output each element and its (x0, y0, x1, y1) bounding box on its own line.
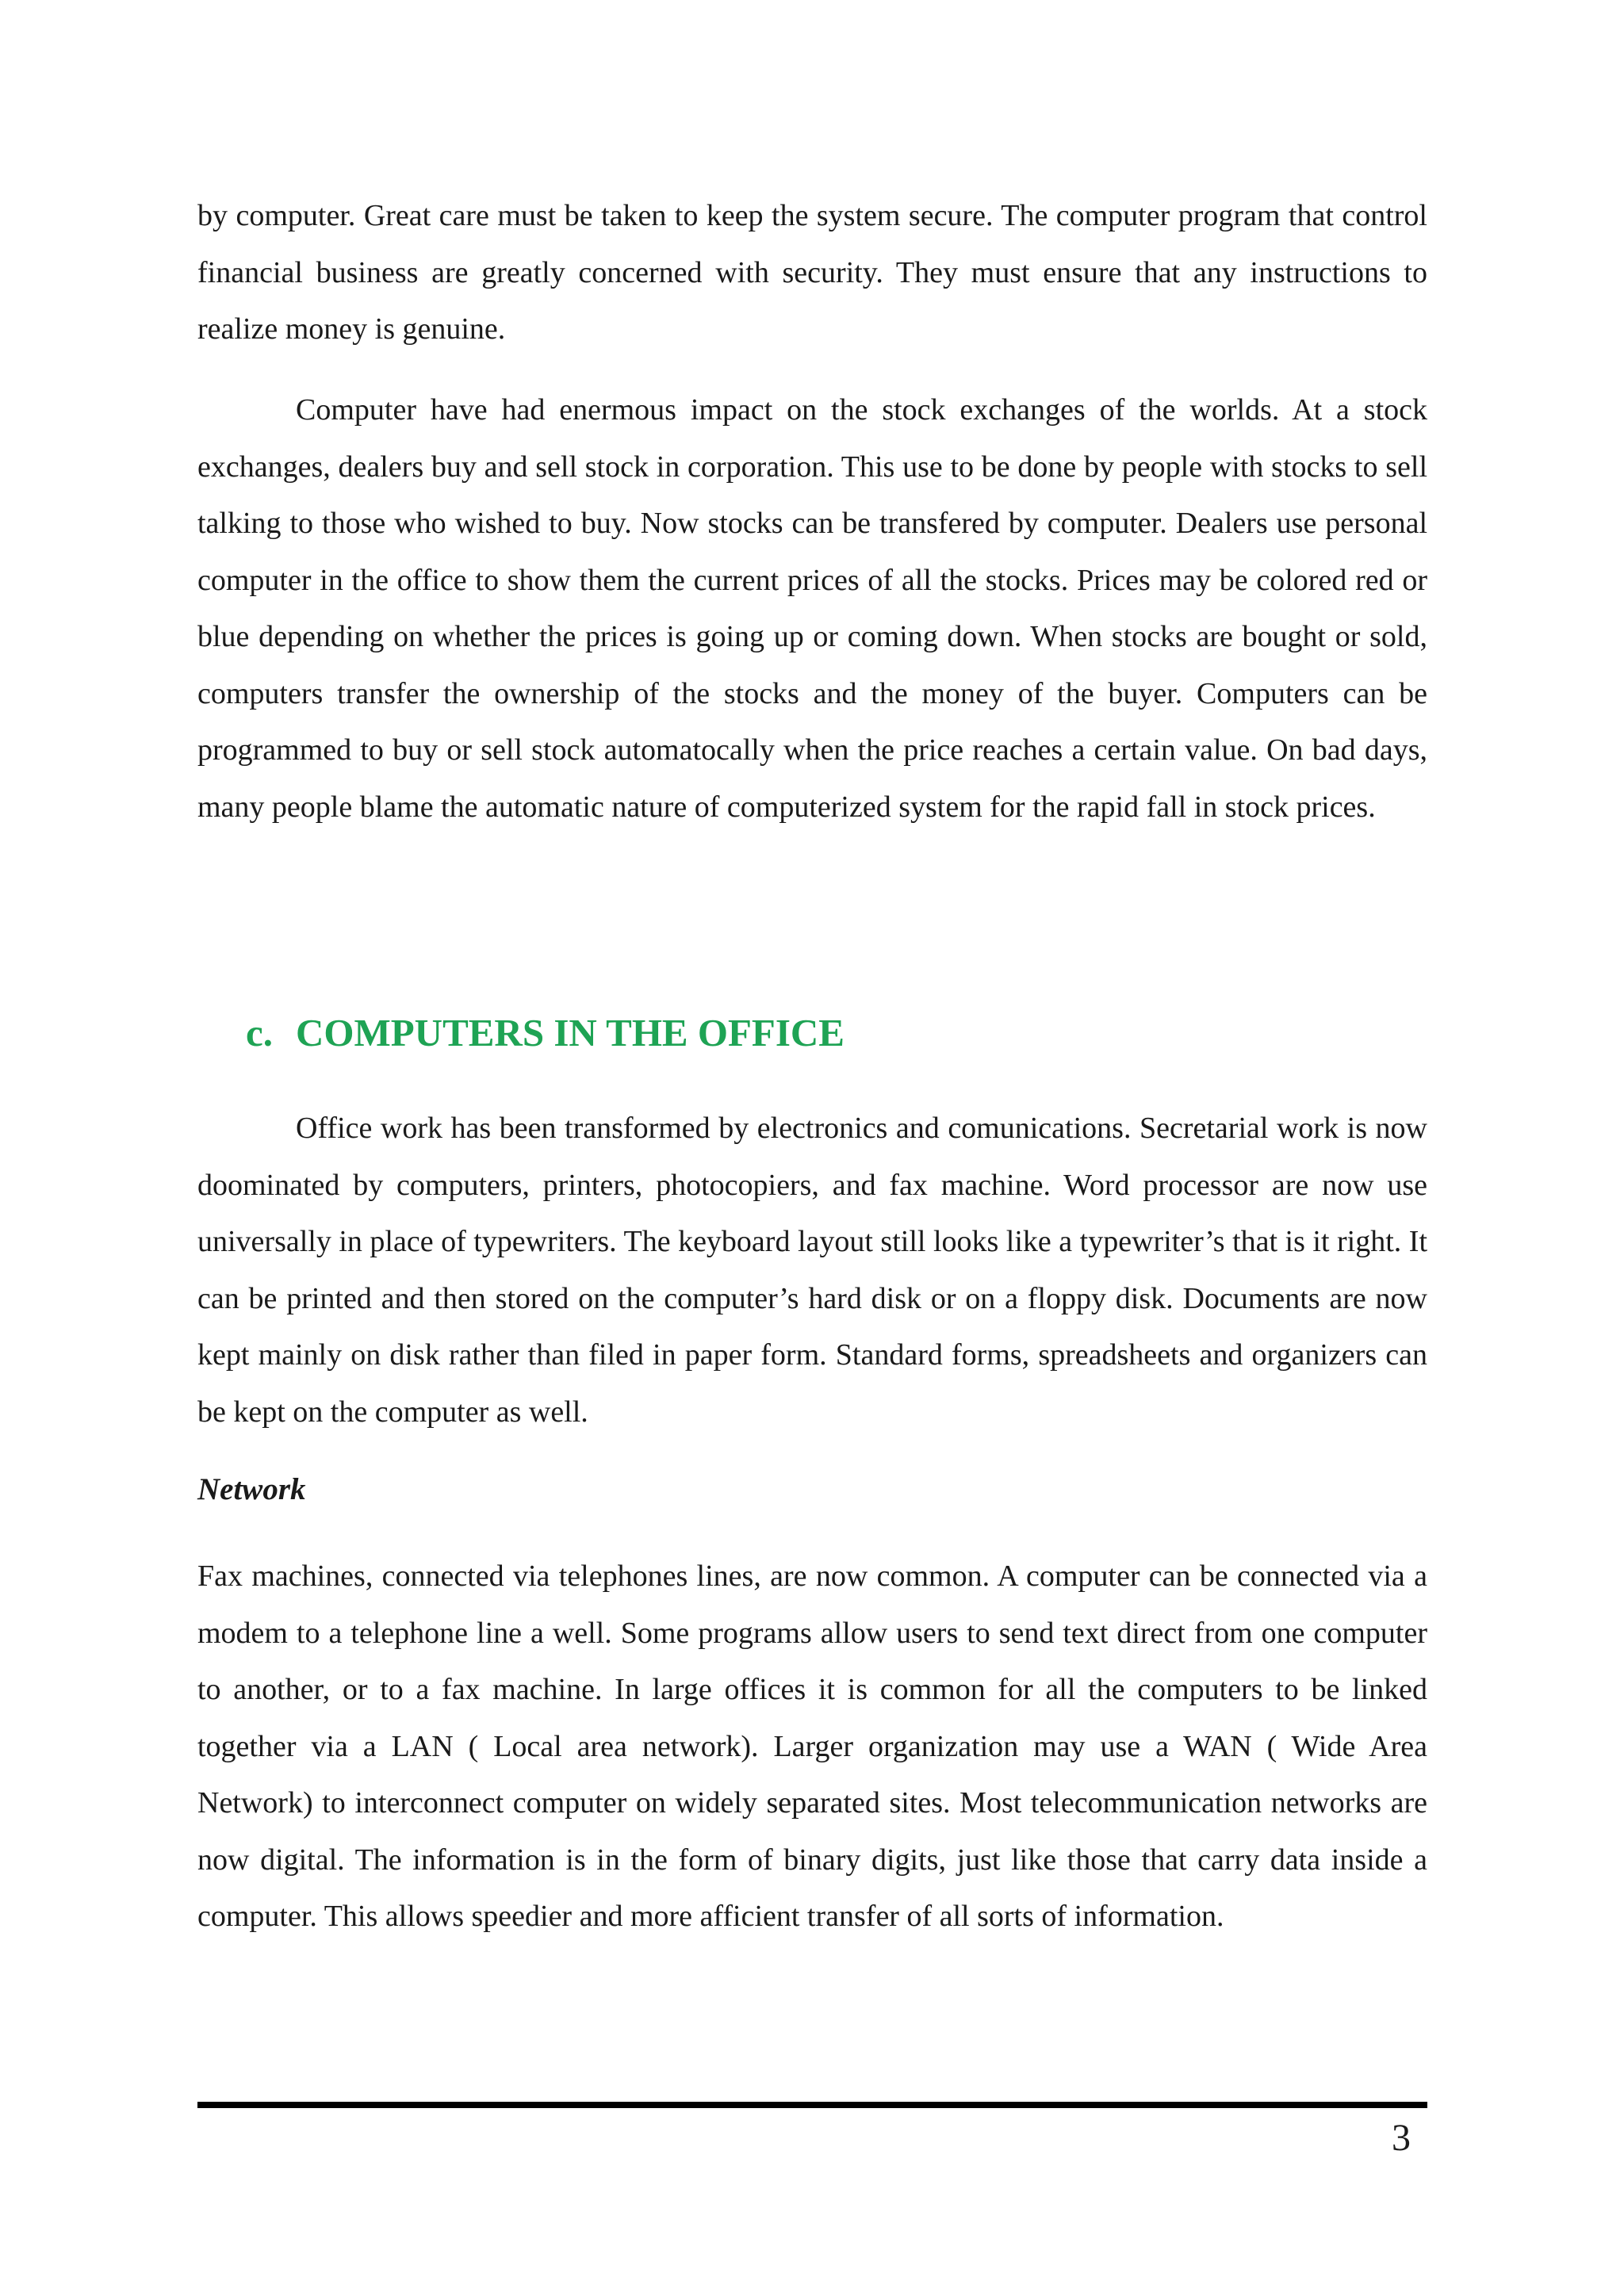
subsection-heading-network: Network (197, 1472, 306, 1506)
section-paragraph-office: Office work has been transformed by electronics and comunications. Secretarial work is now doominated by computers, printers, photocopiers, and fax machine. Word processor are now use universally in place of typewriters. The keyboard layout still looks like a typewriter’s that is it right. It can be printed and then stored on the computer’s hard disk or on a floppy disk. Documents are now kept mainly on disk rather than filed in paper form. Standard forms, spreadsheets and organizers can be kept on the computer as well. (197, 1112, 1427, 1429)
section-heading (246, 1005, 845, 1061)
footer-rule (197, 2102, 1427, 2108)
body-paragraph-stock-exchanges: Computer have had enermous impact on the stock exchanges of the worlds. At a stock exchanges, dealers buy and sell stock in corporation. This use to be done by people with stocks to sell talking to those who wished to buy. Now stocks can be transfered by computer. Dealers use personal computer in the office to show them the current prices of all the stocks. Prices may be colored red or blue depending on whether the prices is going up or coming down. When stocks are bought or sold, computers transfer the ownership of the stocks and the money of the buyer. Computers can be programmed to buy or sell stock automatocally when the price reaches a certain value. On bad days, many people blame the automatic nature of computerized system for the rapid fall in stock prices. (197, 393, 1427, 824)
page-number: 3 (1392, 2117, 1411, 2159)
subsection-paragraph-network: Fax machines, connected via telephones lines, are now common. A computer can be connected via a modem to a telephone line a well. Some programs allow users to send text direct from one computer to another, or to a fax machine. In large offices it is common for all the computers to be linked together via a LAN ( Local area network). Larger organization may use a WAN ( Wide Area Network) to interconnect computer on widely separated sites. Most telecommunication networks are now digital. The information is in the form of binary digits, just like those that carry data inside a computer. This allows speedier and more afficient transfer of all sorts of information. (197, 1559, 1427, 1933)
section-heading-marker: c. (246, 1011, 273, 1054)
body-paragraph-security: by computer. Great care must be taken to keep the system secure. The computer program that control financial business are greatly concerned with security. They must ensure that any instructions to realize money is genuine. (197, 199, 1427, 346)
section-heading-title: COMPUTERS IN THE OFFICE (296, 1011, 845, 1054)
